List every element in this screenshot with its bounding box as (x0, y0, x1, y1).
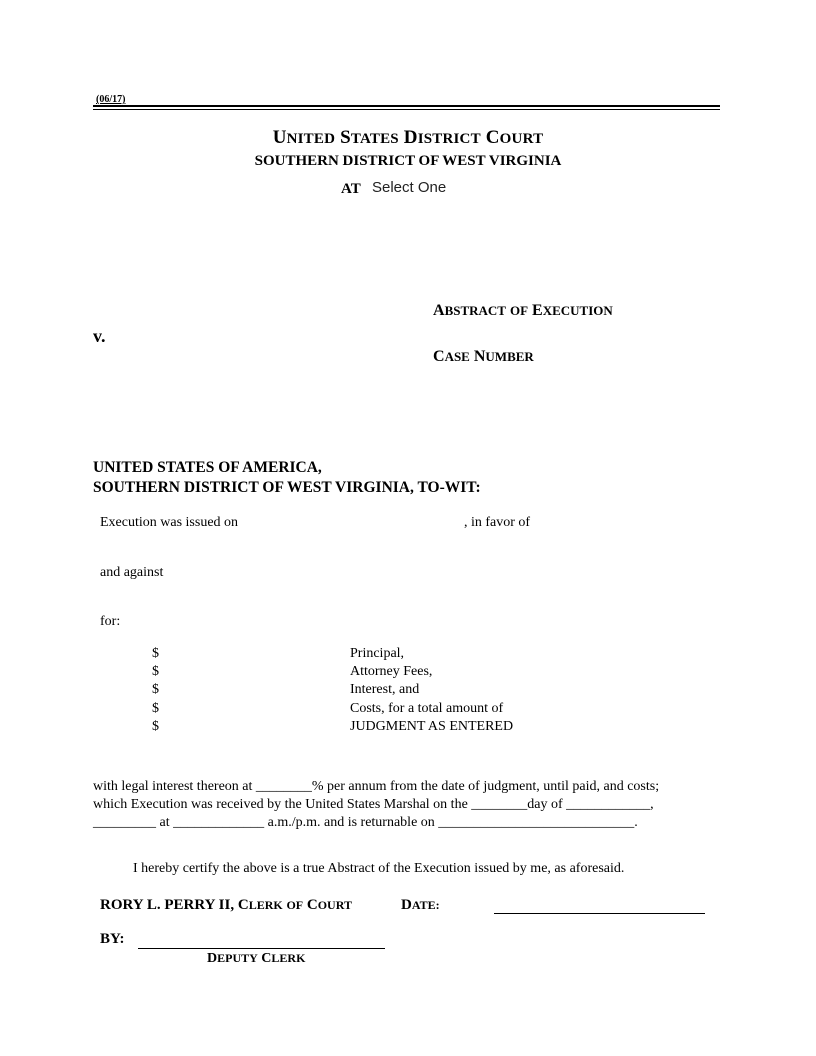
court-district: SOUTHERN DISTRICT OF WEST VIRGINIA (254, 153, 562, 169)
division-select[interactable]: Select One (372, 179, 447, 196)
signature-field[interactable] (138, 948, 385, 949)
by-label: BY: (100, 931, 125, 947)
header-rule-thick (93, 105, 720, 107)
amount-currency: $ (152, 664, 159, 679)
amount-label: JUDGMENT AS ENTERED (350, 719, 514, 734)
salutation-line-1: UNITED STATES OF AMERICA, (93, 459, 322, 476)
in-favor-label: , in favor of (464, 515, 531, 530)
amount-label: Principal, (350, 646, 405, 661)
interest-line-3: _________ at _____________ a.m./p.m. and is returnable on ____________________________. (93, 815, 638, 830)
date-label: DATE: (401, 897, 440, 913)
amount-currency: $ (152, 701, 159, 716)
interest-line-1: with legal interest thereon at ________% per annum from the date of judgment, until paid, and costs; (93, 779, 660, 794)
amount-currency: $ (152, 646, 159, 661)
interest-line-2: which Execution was received by the United States Marshal on the ________day of ____________, (93, 797, 654, 812)
amount-label: Costs, for a total amount of (350, 701, 504, 716)
issued-on-label: Execution was issued on (100, 515, 239, 530)
amount-label: Interest, and (350, 682, 420, 697)
document-title: ABSTRACT OF EXECUTION (433, 302, 613, 319)
amount-currency: $ (152, 719, 159, 734)
certification-statement: I hereby certify the above is a true Abstract of the Execution issued by me, as aforesaid. (133, 861, 625, 876)
amount-label: Attorney Fees, (350, 664, 433, 679)
court-title: UNITED STATES DISTRICT COURT (272, 127, 544, 148)
deputy-clerk-label: DEPUTY CLERK (207, 951, 306, 966)
date-field[interactable] (494, 913, 705, 914)
case-number-label: CASE NUMBER (433, 348, 534, 365)
versus-label: v. (93, 326, 106, 346)
amount-currency: $ (152, 682, 159, 697)
and-against-label: and against (100, 565, 164, 580)
clerk-of-court: RORY L. PERRY II, CLERK OF COURT (100, 897, 352, 913)
for-label: for: (100, 614, 121, 629)
at-label: AT (341, 181, 361, 197)
header-rule-thin (93, 109, 720, 110)
form-code: (06/17) (96, 94, 126, 105)
salutation-line-2: SOUTHERN DISTRICT OF WEST VIRGINIA, TO-WIT: (93, 479, 481, 496)
